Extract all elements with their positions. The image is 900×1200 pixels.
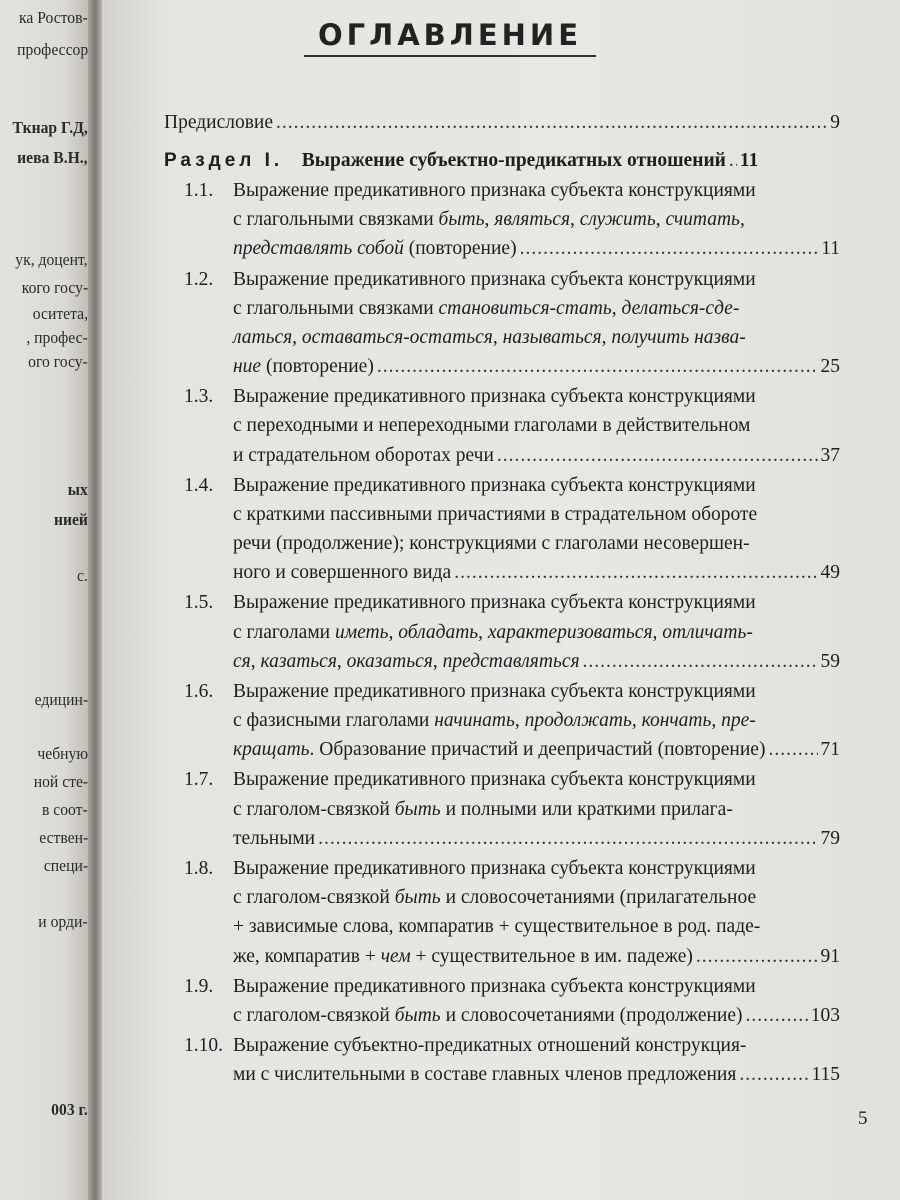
toc-entry-text: Предисловие xyxy=(164,112,274,133)
toc-item-text: ми с числительными в составе главных членов предложения xyxy=(233,1064,737,1086)
toc-item-last-line xyxy=(233,828,840,850)
left-text-fragment: специ- xyxy=(43,856,88,875)
toc-item-text: ного и совершенного вида xyxy=(233,562,452,584)
dot-leader xyxy=(520,238,819,260)
toc-item-last-line xyxy=(233,1005,840,1027)
toc-item-text: с глагольными связками становиться-стать, делаться-сде- xyxy=(233,297,740,319)
toc-item-line xyxy=(233,209,840,231)
dot-leader xyxy=(276,112,827,134)
toc-item-text: Выражение предикативного признака субъекта конструкциями xyxy=(233,769,756,791)
toc-item-line xyxy=(233,180,840,202)
dot-leader xyxy=(746,1005,808,1027)
toc-item-text: Выражение предикативного признака субъекта конструкциями xyxy=(233,680,756,702)
toc-page-number: 49 xyxy=(820,562,840,584)
toc-item-last-line xyxy=(233,946,840,968)
toc-item-text: и страдательном оборотах речи xyxy=(233,444,494,466)
toc-item-text: латься, оставаться-остаться, называться, получить назва- xyxy=(233,326,746,348)
section-label: Раздел I. xyxy=(164,150,302,171)
toc-item-text: с фазисными глаголами начинать, продолжать, кончать, пре- xyxy=(233,710,756,732)
left-text-fragment: кого госу- xyxy=(21,278,88,297)
left-text-fragment: ук, доцент, xyxy=(15,250,88,269)
toc-item-last-line xyxy=(233,356,840,378)
toc-page-number: 11 xyxy=(821,238,840,260)
toc-item-number: 1.8. xyxy=(184,857,214,879)
dot-leader xyxy=(696,946,818,968)
toc-item-line xyxy=(233,592,840,614)
left-text-fragment: 003 г. xyxy=(51,1100,88,1119)
dot-leader xyxy=(318,828,817,850)
toc-item-last-line xyxy=(233,562,840,584)
toc-item-text: ние (повторение) xyxy=(233,356,374,378)
toc-item-text: с глаголами иметь, обладать, характеризоваться, отличать- xyxy=(233,621,753,643)
toc-item-text: Выражение предикативного признака субъекта конструкциями xyxy=(233,180,756,201)
left-text-fragment: ествен- xyxy=(39,828,88,847)
toc-item-number: 1.3. xyxy=(184,386,214,408)
left-text-fragment: Ткнар Г.Д, xyxy=(12,118,88,137)
left-text-fragment: ка Ростов- xyxy=(19,8,88,27)
toc-page-number: 71 xyxy=(820,739,840,761)
toc-item-last-line xyxy=(233,445,840,467)
toc-item-text: + зависимые слова, компаратив + существительное в род. паде- xyxy=(233,916,761,938)
toc-page-number: 115 xyxy=(811,1064,840,1086)
toc-item-line xyxy=(233,269,840,291)
toc-page-number: 103 xyxy=(810,1004,840,1026)
left-text-fragment: едицин- xyxy=(34,690,88,709)
toc-item-last-line xyxy=(233,651,840,673)
toc-page-number: 91 xyxy=(820,945,840,967)
toc-item-last-line xyxy=(233,238,840,260)
toc-item-line xyxy=(233,504,840,526)
toc-item-text: Выражение предикативного признака субъекта конструкциями xyxy=(233,592,756,614)
toc-item-number: 1.2. xyxy=(184,268,214,290)
toc-page-number: 37 xyxy=(820,444,840,466)
toc-item-text: Выражение предикативного признака субъекта конструкциями xyxy=(233,268,756,290)
toc-item-line xyxy=(233,327,840,349)
toc-page-number: 9 xyxy=(830,112,840,133)
toc-item-number: 1.4. xyxy=(184,474,214,496)
left-text-fragment: нией xyxy=(54,510,88,529)
toc-item-text: с глаголом-связкой быть и словосочетаниями (прилагательное xyxy=(233,887,757,909)
left-text-fragment: оситета, xyxy=(32,304,88,323)
left-text-fragment: с. xyxy=(77,566,88,585)
toc-item-text: речи (продолжение); конструкциями с глаголами несовершен- xyxy=(233,533,750,555)
left-text-fragment: в соот- xyxy=(42,800,88,819)
page-title-text: ОГЛАВЛЕНИЕ xyxy=(304,18,596,57)
dot-leader xyxy=(454,562,817,584)
toc-item-text: с краткими пассивными причастиями в страдательном обороте xyxy=(233,503,758,525)
page-title xyxy=(0,18,900,57)
left-text-fragment: и орди- xyxy=(38,912,88,931)
toc-item-number: 1.6. xyxy=(184,680,214,702)
toc-item-text: с глаголом-связкой быть и словосочетаниями (продолжение) xyxy=(233,1004,743,1026)
toc-item-line xyxy=(233,533,840,555)
section-title: Выражение субъектно-предикатных отношений xyxy=(301,150,726,171)
toc-item-text: Выражение субъектно-предикатных отношений конструкция- xyxy=(233,1034,747,1056)
toc-item-line xyxy=(233,298,840,320)
toc-page-number: 59 xyxy=(820,650,840,672)
toc-item-line xyxy=(233,916,840,938)
toc-item-text: кращать. Образование причастий и деепричастий (повторение) xyxy=(233,739,766,761)
toc-item-last-line xyxy=(233,739,840,761)
toc-section-heading xyxy=(164,150,840,172)
toc-item-line xyxy=(233,622,840,644)
toc-item-line xyxy=(233,976,840,998)
dot-leader xyxy=(377,356,818,378)
toc-item-number: 1.9. xyxy=(184,975,214,997)
dot-leader xyxy=(768,739,817,761)
left-page-fragment xyxy=(0,0,92,1200)
toc-item-line xyxy=(233,386,840,408)
toc-item-line xyxy=(233,858,840,880)
left-text-fragment: ого госу- xyxy=(28,352,88,371)
toc-item-text: Выражение предикативного признака субъекта конструкциями xyxy=(233,857,756,879)
toc-item-line xyxy=(233,769,840,791)
toc-item-text: же, компаратив + чем + существительное в им. падеже) xyxy=(233,945,693,967)
dot-leader xyxy=(497,445,818,467)
toc-item-text: Выражение предикативного признака субъекта конструкциями xyxy=(233,975,756,997)
toc-page-number: 25 xyxy=(820,356,840,378)
dot-leader xyxy=(739,1064,808,1086)
toc-item-line xyxy=(233,681,840,703)
dot-leader xyxy=(583,651,818,673)
toc-item-number: 1.10. xyxy=(184,1034,223,1056)
toc-item-text: Выражение предикативного признака субъекта конструкциями xyxy=(233,386,756,408)
toc-item-text: тельными xyxy=(233,827,316,849)
left-text-fragment: , профес- xyxy=(26,328,88,347)
left-text-fragment: ной сте- xyxy=(33,772,88,791)
toc-item-text: с глаголом-связкой быть и полными или краткими прилага- xyxy=(233,798,733,820)
toc-item-text: представлять собой (повторение) xyxy=(233,238,517,260)
left-text-fragment: чебную xyxy=(37,744,88,763)
toc-item-text: ся, казаться, оказаться, представляться xyxy=(233,650,580,672)
toc-page-number: 79 xyxy=(820,827,840,849)
toc-item-line xyxy=(233,799,840,821)
left-text-fragment: профессор xyxy=(16,40,88,59)
toc-item-number: 1.1. xyxy=(184,180,214,201)
bleed-through-shadow xyxy=(840,20,900,920)
toc-item-last-line xyxy=(233,1064,840,1086)
toc-item-text: с переходными и непереходными глаголами в действительном xyxy=(233,415,751,437)
toc-page-number: 11 xyxy=(739,150,759,171)
toc-item-line xyxy=(233,1035,840,1057)
page-number: 5 xyxy=(858,1108,868,1129)
left-text-fragment: иева В.Н., xyxy=(17,148,88,167)
toc-item-line xyxy=(233,887,840,909)
left-text-fragment: ых xyxy=(67,480,88,499)
toc-item-number: 1.7. xyxy=(184,769,214,791)
toc-item-text: Выражение предикативного признака субъекта конструкциями xyxy=(233,474,756,496)
dot-leader xyxy=(729,150,737,172)
toc-item-text: с глагольными связками быть, являться, служить, считать, xyxy=(233,209,745,231)
toc-item-line xyxy=(233,475,840,497)
toc-item-number: 1.5. xyxy=(184,592,214,614)
toc-item-line xyxy=(233,415,840,437)
toc-item-line xyxy=(233,710,840,732)
toc-entry-preface xyxy=(164,112,840,134)
